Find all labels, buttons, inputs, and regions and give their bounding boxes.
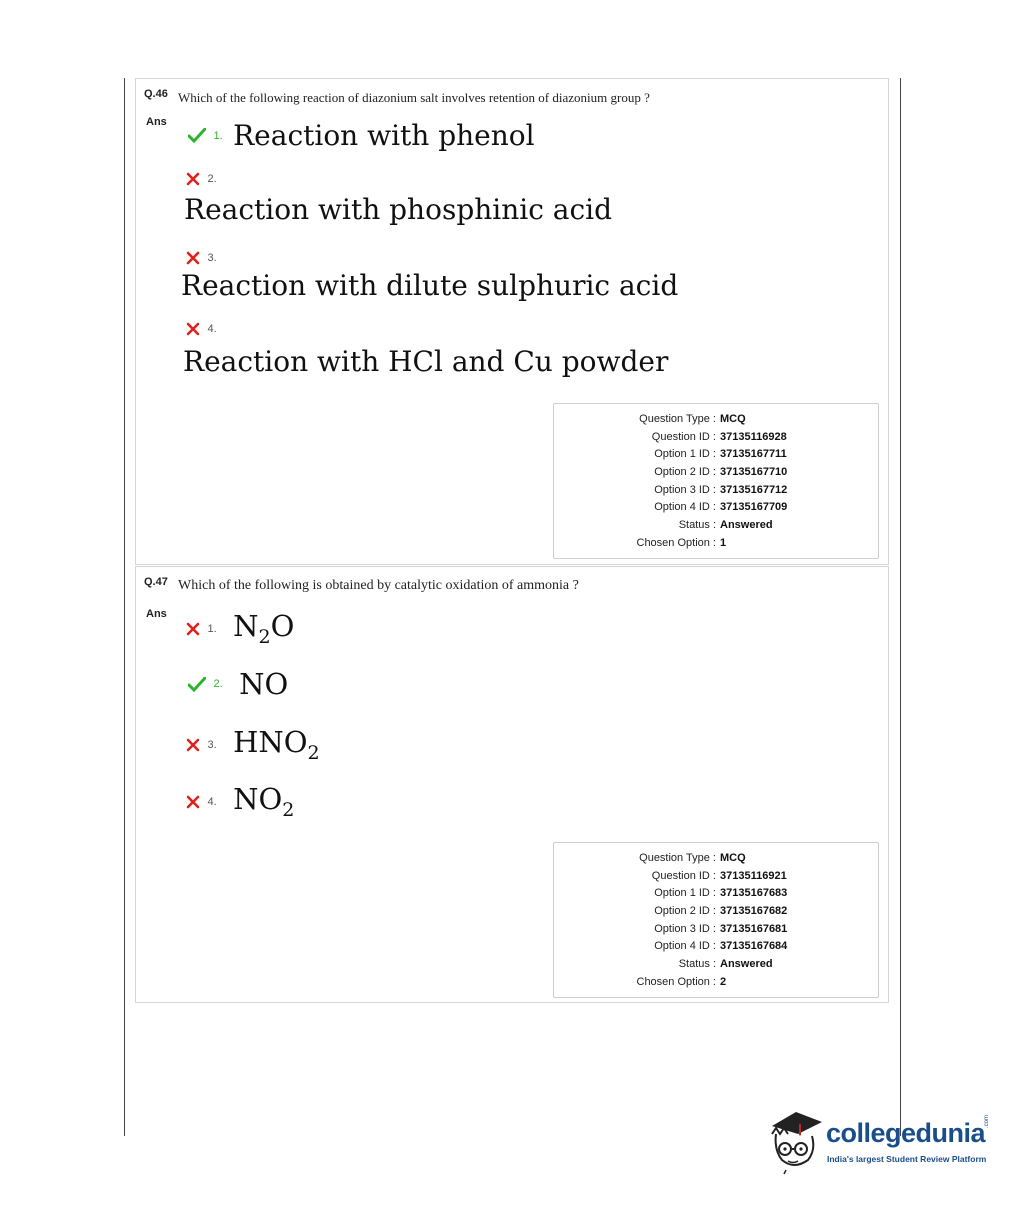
cross-icon (186, 322, 200, 336)
cross-icon (186, 251, 200, 265)
option-formula: $N_2O$ (233, 609, 295, 648)
meta-row-status: Status : Answered (678, 957, 773, 970)
checkmark-icon (188, 128, 206, 143)
option-4 (186, 782, 294, 821)
option-1 (186, 609, 294, 648)
meta-row-option1-id: Option 1 ID : 37135167683 (654, 887, 788, 900)
option-number: 3. (207, 738, 217, 751)
option-number: 1. (213, 129, 223, 142)
option-2-text: Reaction with phosphinic acid (184, 193, 613, 226)
question-meta-panel (553, 403, 879, 559)
option-3-marker (186, 249, 217, 267)
student-mascot-icon (766, 1104, 826, 1176)
question-text: Which of the following reaction of diazonium salt involves retention of diazonium group ? (178, 90, 650, 105)
question-number: Q.46 (144, 88, 168, 100)
meta-row-question-type: Question Type : MCQ (639, 412, 746, 425)
option-2 (188, 667, 288, 701)
brand-name: collegedunia (826, 1118, 986, 1148)
option-1 (188, 119, 535, 152)
cross-icon (186, 622, 200, 636)
collegedunia-logo (766, 1104, 996, 1176)
question-block-46 (135, 78, 889, 565)
meta-row-option4-id: Option 4 ID : 37135167684 (654, 940, 788, 953)
meta-row-option2-id: Option 2 ID : 37135167710 (654, 465, 788, 478)
cross-icon (186, 172, 200, 186)
ans-label: Ans (146, 116, 167, 128)
meta-row-question-id: Question ID : 37135116928 (651, 430, 787, 443)
option-number: 1. (207, 622, 217, 635)
cross-icon (186, 738, 200, 752)
checkmark-icon (188, 677, 206, 692)
option-number: 4. (207, 795, 217, 808)
meta-row-chosen-option: Chosen Option : 1 (636, 536, 727, 549)
meta-row-question-id: Question ID : 37135116921 (651, 869, 787, 882)
brand-tagline: India's largest Student Review Platform (827, 1154, 987, 1164)
question-text: Which of the following is obtained by catalytic oxidation of ammonia ? (178, 578, 579, 593)
page-right-border (900, 78, 901, 1136)
meta-row-option3-id: Option 3 ID : 37135167712 (654, 483, 788, 496)
option-text: Reaction with phenol (233, 119, 535, 152)
option-number: 2. (207, 172, 217, 185)
brand-dotcom: .com (984, 1114, 990, 1128)
option-3 (186, 725, 320, 764)
option-2-marker (186, 170, 217, 188)
option-4-marker (186, 320, 217, 338)
meta-row-option3-id: Option 3 ID : 37135167681 (654, 922, 788, 935)
question-block-47 (135, 566, 889, 1003)
meta-row-option2-id: Option 2 ID : 37135167682 (654, 904, 788, 917)
option-4-text: Reaction with HCl and Cu powder (183, 345, 669, 378)
option-formula: NO (239, 667, 289, 701)
option-3-text: Reaction with dilute sulphuric acid (181, 269, 679, 302)
cross-icon (186, 795, 200, 809)
option-number: 4. (207, 322, 217, 335)
option-number: 2. (213, 678, 223, 690)
question-meta-panel (553, 842, 879, 998)
ans-label: Ans (146, 608, 167, 620)
option-formula: $NO_2$ (233, 782, 295, 821)
option-number: 3. (207, 251, 217, 264)
question-number: Q.47 (144, 576, 168, 588)
option-formula: $HNO_2$ (233, 725, 320, 764)
meta-row-option4-id: Option 4 ID : 37135167709 (654, 501, 788, 514)
meta-row-status: Status : Answered (678, 518, 773, 531)
meta-row-chosen-option: Chosen Option : 2 (636, 975, 727, 988)
meta-row-question-type: Question Type : MCQ (639, 851, 746, 864)
page-left-border (124, 78, 125, 1136)
meta-row-option1-id: Option 1 ID : 37135167711 (654, 448, 787, 461)
